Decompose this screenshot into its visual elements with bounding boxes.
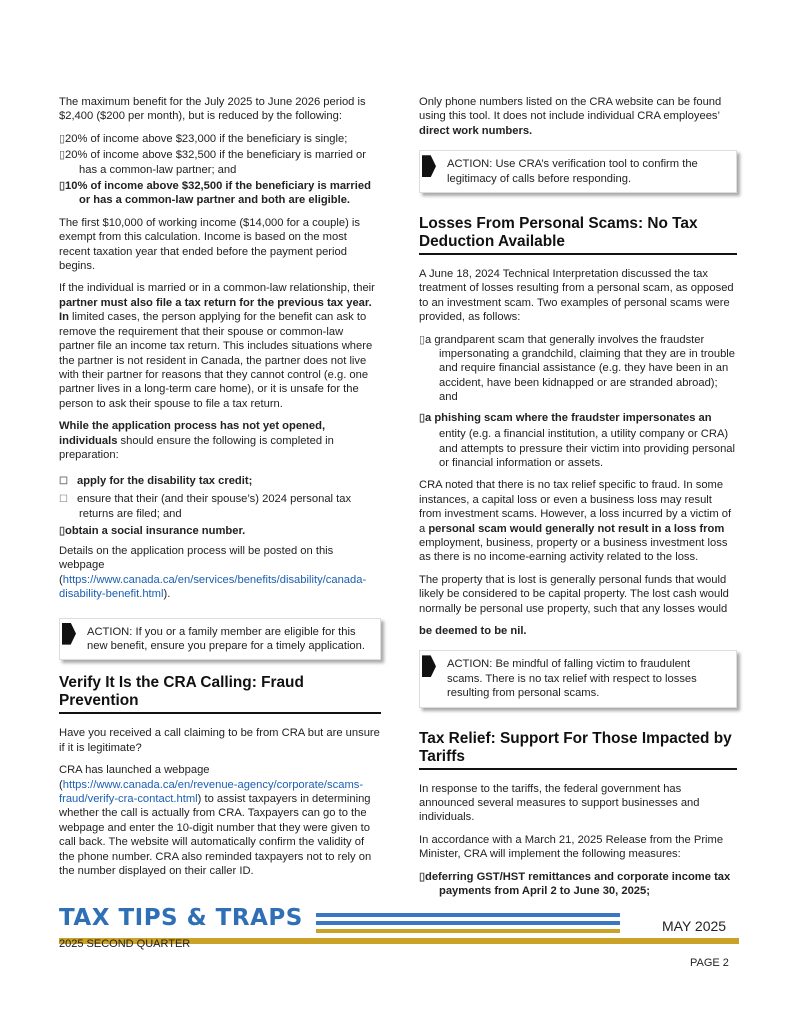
action-box bbox=[59, 618, 381, 661]
section-heading bbox=[419, 215, 737, 255]
verify-cra-link[interactable]: https://www.canada.ca/en/revenue-agency/corporate/scams-fraud/verify-cra-contact.html bbox=[59, 778, 364, 806]
list-item: ▯10% of income above $32,500 if the beneficiary is married or has a common-law partner and both are eligible. bbox=[59, 180, 371, 207]
bullet-icon: ▯ bbox=[59, 149, 66, 162]
benefit-intro: The maximum benefit for the July 2025 to June 2026 period is $2,400 ($200 per month), but is reduced by the following: bbox=[59, 96, 366, 123]
paragraph: Have you received a call claiming to be from CRA but are unsure if it is legitimate? bbox=[59, 727, 380, 754]
left-column bbox=[59, 95, 381, 886]
footer-bar-blue bbox=[316, 921, 620, 925]
action-text: ACTION: If you or a family member are eligible for this new benefit, ensure you prepare for a timely application. bbox=[87, 625, 365, 652]
action-text: ACTION: Use CRA’s verification tool to confirm the legitimacy of calls before responding. bbox=[447, 158, 698, 185]
bullet-icon: ▯ bbox=[419, 870, 426, 883]
heading-tariffs: Tax Relief: Support For Those Impacted by Tariffs bbox=[419, 730, 737, 770]
arrow-icon bbox=[422, 155, 436, 177]
list-item: ☐ ensure that their (and their spouse’s) 2024 personal tax returns are filed; and bbox=[59, 492, 352, 521]
heading-losses: Losses From Personal Scams: No Tax Deduction Available bbox=[419, 215, 737, 255]
list-item: ▯20% of income above $23,000 if the beneficiary is single; bbox=[59, 132, 348, 145]
bullet-icon: ▯ bbox=[419, 333, 426, 346]
right-column bbox=[419, 95, 737, 900]
paragraph: be deemed to be nil. bbox=[419, 624, 527, 637]
paragraph: In accordance with a March 21, 2025 Release from the Prime Minister, CRA will implement the following measures: bbox=[419, 833, 724, 861]
footer-bar-blue bbox=[316, 913, 620, 917]
arrow-icon bbox=[422, 655, 436, 677]
newsletter-title: TAX TIPS & TRAPS bbox=[59, 905, 303, 931]
bullet-icon: ▯ bbox=[419, 411, 426, 424]
action-text: ACTION: Be mindful of falling victim to fraudulent scams. There is no tax relief with respect to losses resulting from personal scams. bbox=[447, 658, 697, 700]
checkbox-icon: ☐ bbox=[59, 493, 68, 505]
list-item: ▯obtain a social insurance number. bbox=[59, 524, 246, 537]
disability-benefit-link[interactable]: https://www.canada.ca/en/services/benefits/disability/canada-disability-benefit.html bbox=[59, 573, 367, 601]
list-item: ▯a grandparent scam that generally involves the fraudster impersonating a grandchild, claiming that they are in trouble and require financial assistance (e.g. they have been in an accident, have been kidnapped or are stranded abroad); and bbox=[419, 333, 736, 404]
heading-verify: Verify It Is the CRA Calling: Fraud Prevention bbox=[59, 674, 381, 714]
list-item: ▯a phishing scam where the fraudster impersonates an bbox=[419, 411, 712, 424]
bullet-icon: ▯ bbox=[59, 132, 66, 145]
paragraph: While the application process has not yet opened, individuals should ensure the following is completed in preparation: bbox=[59, 420, 334, 461]
paragraph: The first $10,000 of working income ($14,000 for a couple) is exempt from this calculation. Income is based on the most recent taxation year that ended before the payment period begins. bbox=[59, 216, 360, 273]
paragraph: In response to the tariffs, the federal government has announced several measures to support businesses and individuals. bbox=[419, 782, 700, 824]
paragraph: CRA has launched a webpage (https://www.canada.ca/en/revenue-agency/corporate/scams-fraud/verify-cra-contact.html) to assist taxpayers in determining whether the call is actually from CRA. Taxpayers can go to the webpage and enter the 10-digit number that they were given to call back. The website will automatically confirm the validity of the phone number. CRA also reminded taxpayers not to rely on the number displayed on their caller ID. bbox=[59, 764, 372, 878]
section-heading bbox=[419, 730, 737, 770]
action-box bbox=[419, 150, 737, 193]
paragraph: The property that is lost is generally personal funds that would likely be considered to be capital property. The lost cash would normally be personal use property, such that any losses would bbox=[419, 573, 729, 615]
bullet-icon: ▯ bbox=[59, 180, 66, 193]
bullet-icon: ▯ bbox=[59, 524, 66, 537]
page-number: PAGE 2 bbox=[690, 957, 729, 969]
list-item: ▯deferring GST/HST remittances and corporate income tax payments from April 2 to June 30, 2025; bbox=[419, 870, 731, 898]
paragraph: A June 18, 2024 Technical Interpretation discussed the tax treatment of losses resulting from a personal scam, as opposed to an investment scam. Two examples of personal scams were provided, as follows: bbox=[419, 268, 734, 324]
paragraph: Details on the application process will be posted on this webpage (https://www.canada.ca/en/services/benefits/disability/canada-disability-benefit.html). bbox=[59, 544, 367, 601]
list-item-continued: entity (e.g. a financial institution, a utility company or CRA) and attempts to pressure their victim into providing personal or financial information or assets. bbox=[439, 428, 735, 469]
arrow-icon bbox=[62, 623, 76, 645]
newsletter-subtitle: 2025 SECOND QUARTER bbox=[59, 938, 191, 950]
list-item: ▯20% of income above $32,500 if the beneficiary is married or has a common-law partner; and bbox=[59, 149, 366, 176]
action-box bbox=[419, 650, 737, 707]
checkbox-icon: ☐ bbox=[59, 476, 68, 488]
paragraph: Only phone numbers listed on the CRA website can be found using this tool. It does not include individual CRA employees’ direct work numbers. bbox=[419, 96, 722, 137]
paragraph: If the individual is married or in a common-law relationship, their partner must also file a tax return for the previous tax year. In limited cases, the person applying for the benefit can ask to remove the requirement that their spouse or common-law partner file an income tax return. This includes situations where the partner is not resident in Canada, the partner does not live with their partner for reasons that they cannot control (e.g. one partner lives in a long-term care home), or it is unsafe for the person to ask their spouse to file a tax return. bbox=[59, 282, 375, 410]
footer-bar-gold bbox=[316, 929, 620, 933]
list-item: ☐ apply for the disability tax credit; bbox=[59, 474, 381, 489]
section-heading bbox=[59, 674, 381, 714]
paragraph: CRA noted that there is no tax relief specific to fraud. In some instances, a capital loss or even a business loss may result from investment scams. However, a loss incurred by a victim of a personal scam would generally not result in a loss from employment, business, property or a business investment loss as there is no income-earning activity related to the loss. bbox=[419, 479, 732, 564]
issue-date: MAY 2025 bbox=[662, 918, 727, 934]
